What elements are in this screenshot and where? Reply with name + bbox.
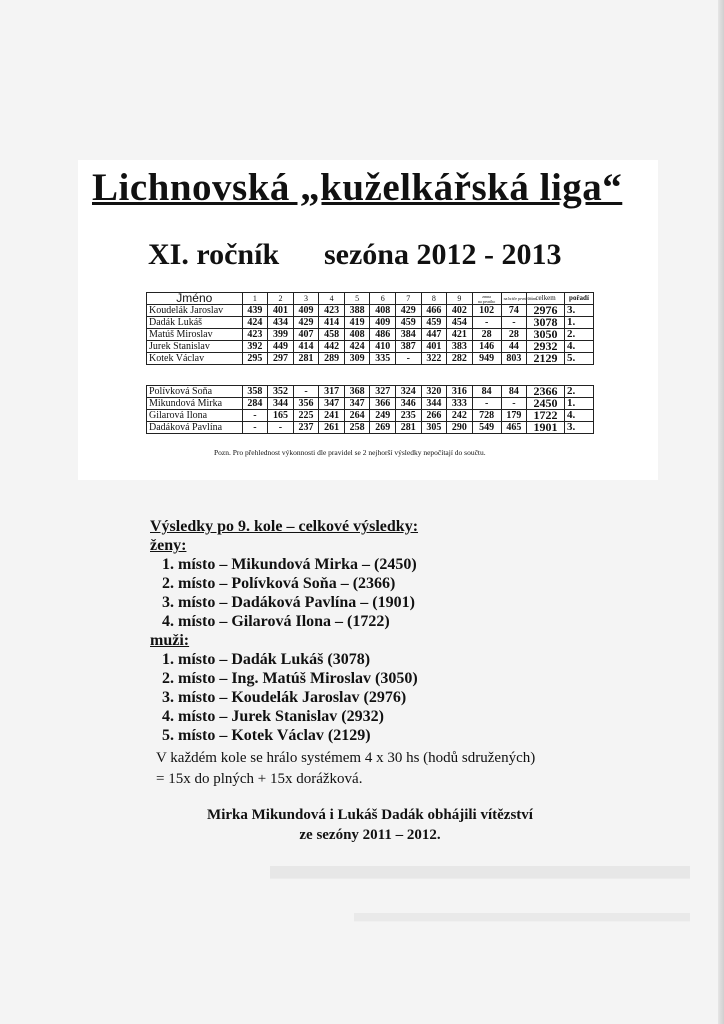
round-score-cell: 237 <box>293 422 319 434</box>
round-score-cell: 458 <box>319 329 345 341</box>
round-score-cell: 466 <box>421 305 447 317</box>
adjust-a-cell: 84 <box>472 386 501 398</box>
round-score-cell: 242 <box>447 410 473 422</box>
round-score-cell: 344 <box>268 398 294 410</box>
results-heading: Výsledky po 9. kole – celkové výsledky: <box>150 518 419 535</box>
player-name-cell: Mikundová Mirka <box>147 398 243 410</box>
page-edge <box>718 0 724 1024</box>
round-score-cell: 424 <box>242 317 268 329</box>
total-score-cell: 2129 <box>527 353 565 365</box>
adjust-b-cell: - <box>501 317 527 329</box>
round-score-cell: 366 <box>370 398 396 410</box>
men-result-item: 5. místo – Kotek Václav (2129) <box>162 727 371 744</box>
column-header-round: 8 <box>421 293 447 305</box>
player-name-cell: Dadáková Pavlína <box>147 422 243 434</box>
men-result-item: 2. místo – Ing. Matúš Miroslav (3050) <box>162 670 418 687</box>
round-score-cell: 414 <box>319 317 345 329</box>
total-score-cell: 2932 <box>527 341 565 353</box>
round-score-cell: 408 <box>344 329 370 341</box>
men-scores-table <box>146 292 594 365</box>
season-subtitle <box>148 238 598 278</box>
column-header-adjust-a <box>472 293 501 305</box>
round-score-cell: 344 <box>421 398 447 410</box>
women-result-item: 1. místo – Mikundová Mirka – (2450) <box>162 556 417 573</box>
adjust-b-cell: 465 <box>501 422 527 434</box>
document-title: Lichnovská „kuželkářská liga“ <box>92 166 623 209</box>
total-score-cell: 3050 <box>527 329 565 341</box>
round-score-cell: 305 <box>421 422 447 434</box>
round-score-cell: 419 <box>344 317 370 329</box>
season-number: XI. ročník <box>148 238 280 271</box>
round-score-cell: 401 <box>421 341 447 353</box>
round-score-cell: 459 <box>421 317 447 329</box>
round-score-cell: 387 <box>396 341 422 353</box>
round-score-cell: 282 <box>447 353 473 365</box>
round-score-cell: 269 <box>370 422 396 434</box>
round-score-cell: - <box>396 353 422 365</box>
women-result-item: 3. místo – Dadáková Pavlína – (1901) <box>162 594 415 611</box>
place-cell: 3. <box>564 305 593 317</box>
game-system-paragraph <box>156 748 576 790</box>
place-cell: 4. <box>564 410 593 422</box>
round-score-cell: 225 <box>293 410 319 422</box>
adjust-a-cell: 28 <box>472 329 501 341</box>
round-score-cell: 407 <box>293 329 319 341</box>
table-row <box>147 353 594 365</box>
men-result-item: 1. místo – Dadák Lukáš (3078) <box>162 651 371 668</box>
table-row <box>147 329 594 341</box>
round-score-cell: 295 <box>242 353 268 365</box>
round-score-cell: 347 <box>319 398 345 410</box>
round-score-cell: 356 <box>293 398 319 410</box>
round-score-cell: 358 <box>242 386 268 398</box>
round-score-cell: 409 <box>370 317 396 329</box>
adjust-a-cell: - <box>472 317 501 329</box>
women-result-item: 4. místo – Gilarová Ilona – (1722) <box>162 613 390 630</box>
closing-line-2: ze sezóny 2011 – 2012. <box>299 827 441 843</box>
adjust-a-cell: 728 <box>472 410 501 422</box>
women-scores-table <box>146 385 594 434</box>
round-score-cell: 322 <box>421 353 447 365</box>
round-score-cell: 439 <box>242 305 268 317</box>
round-score-cell: 352 <box>268 386 294 398</box>
place-cell: 2. <box>564 386 593 398</box>
column-header-place: pořadí <box>564 293 593 305</box>
player-name-cell: Jurek Stanislav <box>147 341 243 353</box>
round-score-cell: 486 <box>370 329 396 341</box>
adjust-a-cell: 949 <box>472 353 501 365</box>
table-row <box>147 410 594 422</box>
closing-line-1: Mirka Mikundová i Lukáš Dadák obhájili vítězství <box>207 807 533 823</box>
adjust-b-cell: 179 <box>501 410 527 422</box>
adjust-a-cell: 146 <box>472 341 501 353</box>
player-name-cell: Dadák Lukáš <box>147 317 243 329</box>
round-score-cell: 408 <box>370 305 396 317</box>
round-score-cell: 423 <box>319 305 345 317</box>
column-header-round: 3 <box>293 293 319 305</box>
round-score-cell: 309 <box>344 353 370 365</box>
round-score-cell: 447 <box>421 329 447 341</box>
adjust-b-cell: 74 <box>501 305 527 317</box>
place-cell: 1. <box>564 317 593 329</box>
round-score-cell: 383 <box>447 341 473 353</box>
round-score-cell: 442 <box>319 341 345 353</box>
round-score-cell: 414 <box>293 341 319 353</box>
column-header-top-note: zmna <box>482 293 491 299</box>
bleed-through-shadow <box>250 905 690 937</box>
adjust-a-cell: 549 <box>472 422 501 434</box>
men-label: muži: <box>150 632 190 649</box>
adjust-b-cell: 84 <box>501 386 527 398</box>
round-score-cell: 392 <box>242 341 268 353</box>
game-system-line-1: V každém kole se hrálo systémem 4 x 30 hs (hodů sdružených) <box>156 750 536 766</box>
column-header-round: 6 <box>370 293 396 305</box>
table-row <box>147 341 594 353</box>
round-score-cell: 346 <box>396 398 422 410</box>
round-score-cell: 402 <box>447 305 473 317</box>
table-row <box>147 317 594 329</box>
adjust-b-cell: 28 <box>501 329 527 341</box>
column-header-round: 2 <box>268 293 294 305</box>
column-header-round: 9 <box>447 293 473 305</box>
round-score-cell: 421 <box>447 329 473 341</box>
adjust-a-cell: - <box>472 398 501 410</box>
round-score-cell: 241 <box>319 410 345 422</box>
round-score-cell: 384 <box>396 329 422 341</box>
round-score-cell: 320 <box>421 386 447 398</box>
column-header-round: 1 <box>242 293 268 305</box>
place-cell: 5. <box>564 353 593 365</box>
total-score-cell: 1901 <box>527 422 565 434</box>
column-header-round: 4 <box>319 293 345 305</box>
round-score-cell: 289 <box>319 353 345 365</box>
player-name-cell: Matúš Miroslav <box>147 329 243 341</box>
round-score-cell: 347 <box>344 398 370 410</box>
round-score-cell: 454 <box>447 317 473 329</box>
round-score-cell: 424 <box>344 341 370 353</box>
round-score-cell: 258 <box>344 422 370 434</box>
round-score-cell: - <box>242 410 268 422</box>
total-score-cell: 2450 <box>527 398 565 410</box>
adjust-b-cell: 44 <box>501 341 527 353</box>
round-score-cell: 399 <box>268 329 294 341</box>
round-score-cell: 333 <box>447 398 473 410</box>
round-score-cell: 409 <box>293 305 319 317</box>
round-score-cell: 429 <box>293 317 319 329</box>
round-score-cell: - <box>268 422 294 434</box>
player-name-cell: Kotek Václav <box>147 353 243 365</box>
player-name-cell: Koudelák Jaroslav <box>147 305 243 317</box>
round-score-cell: 290 <box>447 422 473 434</box>
round-score-cell: 410 <box>370 341 396 353</box>
round-score-cell: 235 <box>396 410 422 422</box>
round-score-cell: - <box>293 386 319 398</box>
round-score-cell: 281 <box>396 422 422 434</box>
player-name-cell: Gilarová Ilona <box>147 410 243 422</box>
adjust-b-cell: - <box>501 398 527 410</box>
results-section <box>150 517 570 745</box>
table-row <box>147 398 594 410</box>
round-score-cell: 261 <box>319 422 345 434</box>
round-score-cell: 401 <box>268 305 294 317</box>
round-score-cell: - <box>242 422 268 434</box>
women-result-item: 2. místo – Polívková Soňa – (2366) <box>162 575 396 592</box>
total-score-cell: 3078 <box>527 317 565 329</box>
round-score-cell: 368 <box>344 386 370 398</box>
column-header-adjust-a-label: na prvního <box>478 298 496 304</box>
column-header-name: Jméno <box>147 293 243 305</box>
place-cell: 4. <box>564 341 593 353</box>
round-score-cell: 327 <box>370 386 396 398</box>
total-score-cell: 1722 <box>527 410 565 422</box>
bleed-through-shadow: ▬▬▬▬▬▬▬▬▬▬ <box>270 856 690 902</box>
column-header-round: 5 <box>344 293 370 305</box>
round-score-cell: 434 <box>268 317 294 329</box>
round-score-cell: 297 <box>268 353 294 365</box>
table-footnote: Pozn. Pro přehlednost výkonnosti dle pravidel se 2 nejhorší výsledky nepočítají do součtu. <box>214 448 486 457</box>
round-score-cell: 281 <box>293 353 319 365</box>
adjust-b-cell: 803 <box>501 353 527 365</box>
round-score-cell: 317 <box>319 386 345 398</box>
adjust-a-cell: 102 <box>472 305 501 317</box>
total-score-cell: 2366 <box>527 386 565 398</box>
round-score-cell: 388 <box>344 305 370 317</box>
round-score-cell: 266 <box>421 410 447 422</box>
round-score-cell: 316 <box>447 386 473 398</box>
round-score-cell: 284 <box>242 398 268 410</box>
round-score-cell: 459 <box>396 317 422 329</box>
table-header-row <box>147 293 594 305</box>
round-score-cell: 324 <box>396 386 422 398</box>
table-row <box>147 386 594 398</box>
closing-statement <box>180 805 560 845</box>
round-score-cell: 429 <box>396 305 422 317</box>
place-cell: 2. <box>564 329 593 341</box>
column-header-round: 7 <box>396 293 422 305</box>
place-cell: 3. <box>564 422 593 434</box>
table-row <box>147 422 594 434</box>
round-score-cell: 335 <box>370 353 396 365</box>
round-score-cell: 264 <box>344 410 370 422</box>
player-name-cell: Polívková Soňa <box>147 386 243 398</box>
women-label: ženy: <box>150 537 187 554</box>
round-score-cell: 449 <box>268 341 294 353</box>
game-system-line-2: = 15x do plných + 15x dorážková. <box>156 771 363 787</box>
round-score-cell: 165 <box>268 410 294 422</box>
round-score-cell: 423 <box>242 329 268 341</box>
season-years: sezóna 2012 - 2013 <box>324 238 562 271</box>
place-cell: 1. <box>564 398 593 410</box>
men-result-item: 4. místo – Jurek Stanislav (2932) <box>162 708 384 725</box>
round-score-cell: 249 <box>370 410 396 422</box>
table-row <box>147 305 594 317</box>
men-result-item: 3. místo – Koudelák Jaroslav (2976) <box>162 689 407 706</box>
total-score-cell: 2976 <box>527 305 565 317</box>
column-header-adjust-b: na hráče první šňům <box>501 293 527 305</box>
column-header-total: celkem <box>527 293 565 305</box>
